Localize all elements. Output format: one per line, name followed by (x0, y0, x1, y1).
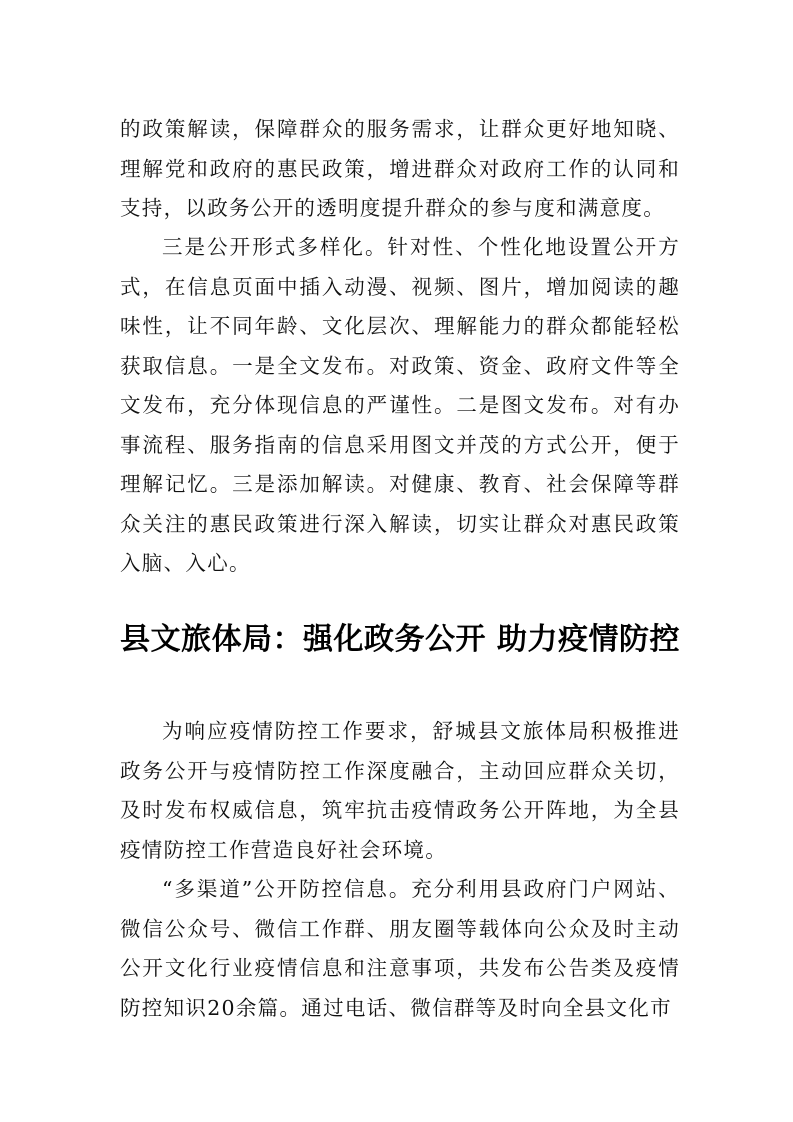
paragraph-policy-interpretation: 的政策解读，保障群众的服务需求，让群众更好地知晓、理解党和政府的惠民政策，增进群众对政府工作的认同和支持，以政务公开的透明度提升群众的参与度和满意度。 (120, 117, 680, 220)
paragraph-epidemic-response: 为响应疫情防控工作要求，舒城县文旅体局积极推进政务公开与疫情防控工作深度融合，主动回应群众关切，及时发布权威信息，筑牢抗击疫情政务公开阵地，为全县疫情防控工作营造良好社会环境。 (120, 719, 680, 862)
article-title: 县文旅体局：强化政务公开 助力疫情防控 (120, 622, 680, 657)
paragraph-diverse-disclosure-forms: 三是公开形式多样化。针对性、个性化地设置公开方式，在信息页面中插入动漫、视频、图片，增加阅读的趣味性，让不同年龄、文化层次、理解能力的群众都能轻松获取信息。一是全文发布。对政策、资金、政府文件等全文发布，充分体现信息的严谨性。二是图文发布。对有办事流程、服务指南的信息采用图文并茂的方式公开，便于理解记忆。三是添加解读。对健康、教育、社会保障等群众关注的惠民政策进行深入解读，切实让群众对惠民政策入脑、入心。 (120, 235, 680, 575)
paragraph-multi-channel-disclosure: “多渠道”公开防控信息。充分利用县政府门户网站、微信公众号、微信工作群、朋友圈等载体向公众及时主动公开文化行业疫情信息和注意事项，共发布公告类及疫情防控知识20余篇。通过电话、微信群等及时向全县文化市 (120, 877, 680, 1020)
